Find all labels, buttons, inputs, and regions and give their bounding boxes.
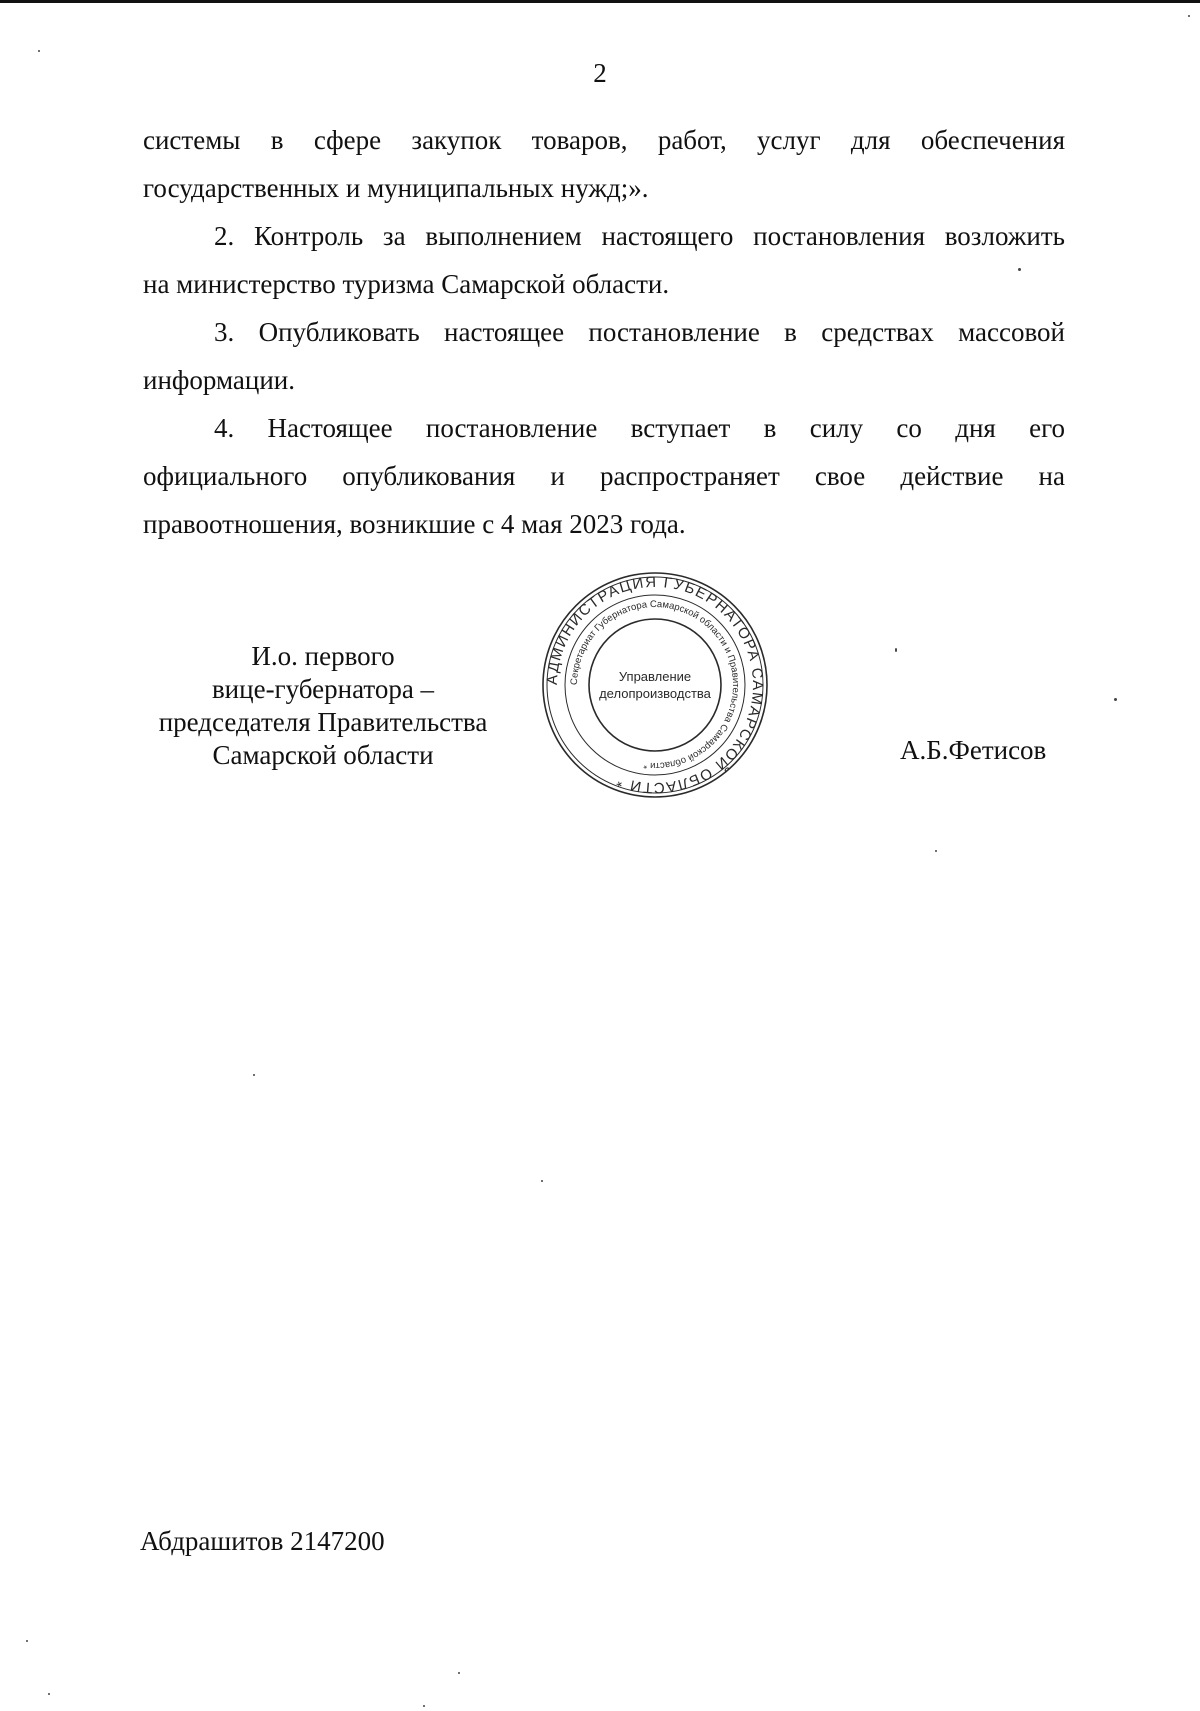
signatory-position-line: вице-губернатора – xyxy=(211,674,435,704)
seal-inner-text: Секретариат Губернатора Самарской области и Правительства Самарской области * xyxy=(568,598,742,772)
paragraph-1 xyxy=(143,116,1065,212)
paragraph-line: 4. Настоящее постановление вступает в силу со дня его xyxy=(214,413,1065,443)
scan-speck xyxy=(253,1074,255,1076)
scan-speck xyxy=(1114,698,1117,701)
signatory-position xyxy=(143,640,503,772)
scan-speck xyxy=(935,850,937,852)
scan-speck xyxy=(38,50,40,52)
paragraph-2 xyxy=(143,212,1065,308)
signatory-position-line: председателя Правительства xyxy=(158,707,488,737)
seal-inner-ring xyxy=(589,619,721,751)
signatory-position-line: И.о. первого xyxy=(251,641,395,671)
scan-speck xyxy=(895,648,897,652)
signatory-name: А.Б.Фетисов xyxy=(900,735,1047,765)
scan-speck xyxy=(1188,15,1190,17)
scan-speck xyxy=(1018,268,1021,271)
scan-speck xyxy=(541,1180,543,1182)
executor-note: Абдрашитов 2147200 xyxy=(140,1526,385,1556)
seal-middle-ring xyxy=(565,595,745,775)
official-seal-stamp xyxy=(540,570,770,800)
paragraph-4 xyxy=(143,404,1065,548)
paragraph-line: правоотношения, возникшие с 4 мая 2023 года. xyxy=(143,509,686,539)
seal-center-line-2: делопроизводства xyxy=(599,686,711,701)
paragraph-line: 3. Опубликовать настоящее постановление в средствах массовой xyxy=(214,317,1065,347)
paragraph-line: на министерство туризма Самарской области. xyxy=(143,269,670,299)
seal-outer-text: АДМИНИСТРАЦИЯ ГУБЕРНАТОРА САМАРСКОЙ ОБЛАСТИ * xyxy=(543,573,767,797)
paragraph-3 xyxy=(143,308,1065,404)
paragraph-line: информации. xyxy=(143,365,295,395)
signatory-position-line: Самарской области xyxy=(212,740,434,770)
paragraph-line: 2. Контроль за выполнением настоящего постановления возложить xyxy=(214,221,1065,251)
scan-speck xyxy=(423,1705,425,1707)
page-number: 2 xyxy=(593,58,607,88)
scan-speck xyxy=(48,1693,50,1695)
scan-speck xyxy=(458,1672,460,1674)
seal-center-line-1: Управление xyxy=(618,669,692,684)
top-border-line xyxy=(0,0,1200,3)
paragraph-line: системы в сфере закупок товаров, работ, услуг для обеспечения xyxy=(143,125,1065,155)
paragraph-line: официального опубликования и распространяет свое действие на xyxy=(143,461,1065,491)
paragraph-line: государственных и муниципальных нужд;». xyxy=(143,173,649,203)
scan-speck xyxy=(26,1640,28,1642)
